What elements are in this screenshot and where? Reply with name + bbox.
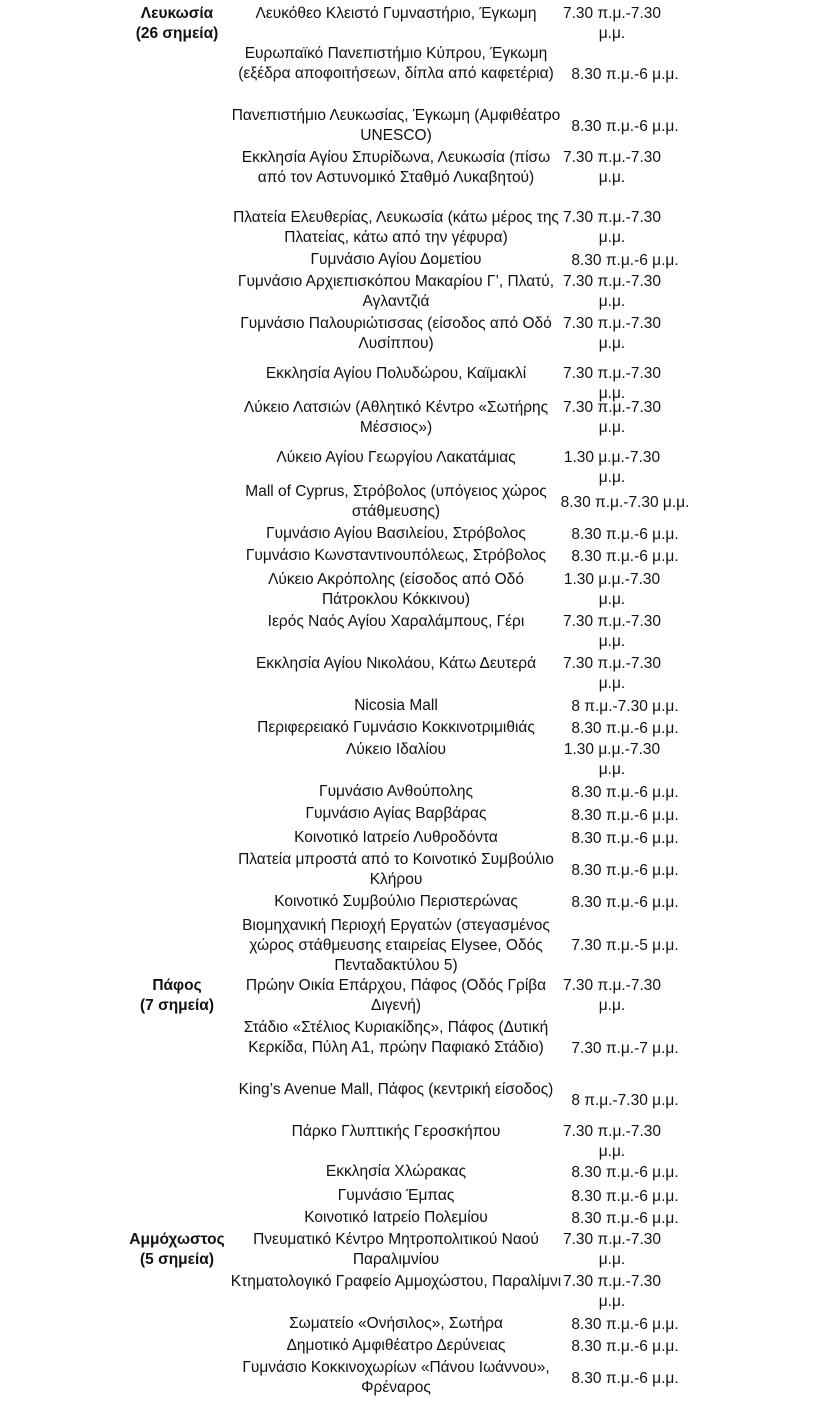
location-name: Κτηματολογικό Γραφείο Αμμοχώστου, Παραλίμνι xyxy=(230,1273,562,1290)
table-row xyxy=(0,1272,824,1314)
district-name: Λευκωσία xyxy=(140,5,214,22)
opening-hours: 8.30 π.μ.-6 μ.μ. xyxy=(571,862,679,879)
location-name: Λύκειο Ιδαλίου xyxy=(345,741,447,758)
location-name: Πανεπιστήμιο Λευκωσίας, Έγκωμη (Αμφιθέατρο UNESCO) xyxy=(231,107,561,144)
location-name: Πάρκο Γλυπτικής Γεροσκήπου xyxy=(291,1123,501,1140)
location-name: Σωματείο «Ονήσιλος», Σωτήρα xyxy=(289,1315,503,1332)
opening-hours: 8.30 π.μ.-6 μ.μ. xyxy=(571,526,679,543)
opening-hours: 7.30 π.μ.-7.30 μ.μ. xyxy=(562,365,662,402)
table-row xyxy=(0,1122,824,1164)
table-row xyxy=(0,892,824,914)
opening-hours: 8.30 π.μ.-6 μ.μ. xyxy=(571,1338,679,1355)
table-row xyxy=(0,1162,824,1184)
table-row xyxy=(0,850,824,892)
table-row xyxy=(0,696,824,718)
opening-hours: 8.30 π.μ.-6 μ.μ. xyxy=(571,1188,679,1205)
opening-hours: 7.30 π.μ.-7.30 μ.μ. xyxy=(562,149,662,186)
opening-hours: 8.30 π.μ.-6 μ.μ. xyxy=(571,252,679,269)
location-name: Εκκλησία Αγίου Πολυδώρου, Καϊμακλί xyxy=(265,365,527,382)
location-name: Πλατεία μπροστά από το Κοινοτικό Συμβούλιο Κλήρου xyxy=(238,851,554,888)
opening-hours: 8.30 π.μ.-6 μ.μ. xyxy=(571,118,679,135)
table-row xyxy=(0,44,824,106)
table-row xyxy=(0,916,824,976)
opening-hours: 8.30 π.μ.-6 μ.μ. xyxy=(571,1370,679,1387)
opening-hours: 8.30 π.μ.-6 μ.μ. xyxy=(571,548,679,565)
location-name: Γυμνάσιο Έμπας xyxy=(337,1187,455,1204)
table-row xyxy=(0,524,824,546)
location-name: Κοινοτικό Ιατρείο Πολεμίου xyxy=(304,1209,488,1226)
opening-hours: 7.30 π.μ.-7.30 μ.μ. xyxy=(562,613,662,650)
opening-hours: 8.30 π.μ.-7.30 μ.μ. xyxy=(560,494,690,511)
opening-hours: 7.30 π.μ.-7.30 μ.μ. xyxy=(562,399,662,436)
opening-hours: 1.30 μ.μ.-7.30 μ.μ. xyxy=(563,741,661,778)
table-row xyxy=(0,148,824,208)
opening-hours: 1.30 μ.μ.-7.30 μ.μ. xyxy=(563,571,661,608)
table-row xyxy=(0,804,824,828)
table-row xyxy=(0,106,824,148)
opening-hours: 7.30 π.μ.-7.30 μ.μ. xyxy=(562,1123,662,1160)
district-count: (7 σημεία) xyxy=(140,997,214,1014)
location-name: Λύκειο Λατσιών (Αθλητικό Κέντρο «Σωτήρης Μέσσιος») xyxy=(243,399,549,436)
opening-hours: 8.30 π.μ.-6 μ.μ. xyxy=(571,1316,679,1333)
opening-hours: 7.30 π.μ.-7.30 μ.μ. xyxy=(562,273,662,310)
district-name: Πάφος xyxy=(152,977,202,994)
table-row xyxy=(0,654,824,696)
opening-hours: 8.30 π.μ.-6 μ.μ. xyxy=(571,1164,679,1181)
location-name: Mall of Cyprus, Στρόβολος (υπόγειος χώρος στάθμευσης) xyxy=(245,483,547,520)
district-count: (26 σημεία) xyxy=(135,25,219,42)
location-name: Γυμνάσιο Αγίου Δομετίου xyxy=(310,251,482,268)
opening-hours: 7.30 π.μ.-7.30 μ.μ. xyxy=(562,977,662,1014)
opening-hours: 7.30 π.μ.-5 μ.μ. xyxy=(571,937,679,954)
table-row xyxy=(0,1018,824,1080)
location-name: Δημοτικό Αμφιθέατρο Δερύνειας xyxy=(286,1337,506,1354)
location-name: Κοινοτικό Συμβούλιο Περιστερώνας xyxy=(274,893,518,910)
opening-hours: 7.30 π.μ.-7.30 μ.μ. xyxy=(562,5,662,42)
opening-hours: 8.30 π.μ.-6 μ.μ. xyxy=(571,66,679,83)
location-name: Γυμνάσιο Κωνσταντινουπόλεως, Στρόβολος xyxy=(245,547,547,564)
opening-hours: 8 π.μ.-7.30 μ.μ. xyxy=(571,1092,679,1109)
table-row xyxy=(0,782,824,804)
location-name: Λύκειο Ακρόπολης (είσοδος από Οδό Πάτροκλου Κόκκινου) xyxy=(268,571,524,608)
opening-hours: 8.30 π.μ.-6 μ.μ. xyxy=(571,1210,679,1227)
location-name: Ευρωπαϊκό Πανεπιστήμιο Κύπρου, Έγκωμη (εξέδρα αποφοιτήσεων, δίπλα από καφετέρια) xyxy=(238,45,554,82)
opening-hours: 8 π.μ.-7.30 μ.μ. xyxy=(571,698,679,715)
table-row xyxy=(0,546,824,568)
location-name: Γυμνάσιο Αγίας Βαρβάρας xyxy=(305,805,487,822)
table-row xyxy=(0,272,824,314)
district-label xyxy=(112,1230,242,1270)
district-label xyxy=(112,976,242,1016)
location-name: Λύκειο Αγίου Γεωργίου Λακατάμιας xyxy=(276,449,516,466)
location-name: Εκκλησία Αγίου Σπυρίδωνα, Λευκωσία (πίσω από τον Αστυνομικό Σταθμό Λυκαβητού) xyxy=(241,149,551,186)
district-label xyxy=(112,4,242,44)
location-name: Πρώην Οικία Επάρχου, Πάφος (Οδός Γρίβα Διγενή) xyxy=(245,977,547,1014)
location-name: Πλατεία Ελευθερίας, Λευκωσία (κάτω μέρος της Πλατείας, κάτω από την γέφυρα) xyxy=(233,209,559,246)
location-name: Λευκόθεο Κλειστό Γυμναστήριο, Έγκωμη xyxy=(255,5,537,22)
location-name: Κοινοτικό Ιατρείο Λυθροδόντα xyxy=(294,829,498,846)
location-name: King’s Avenue Mall, Πάφος (κεντρική είσοδος) xyxy=(238,1081,554,1098)
table-row xyxy=(0,570,824,612)
table-row xyxy=(0,1314,824,1336)
opening-hours: 8.30 π.μ.-6 μ.μ. xyxy=(571,830,679,847)
location-name: Nicosia Mall xyxy=(354,697,438,714)
opening-hours: 8.30 π.μ.-6 μ.μ. xyxy=(571,720,679,737)
location-name: Ιερός Ναός Αγίου Χαραλάμπους, Γέρι xyxy=(267,613,525,630)
location-name: Γυμνάσιο Παλουριώτισσας (είσοδος από Οδό Λυσίππου) xyxy=(240,315,552,352)
table-row xyxy=(0,250,824,272)
opening-hours: 7.30 π.μ.-7.30 μ.μ. xyxy=(562,1273,662,1310)
opening-hours: 8.30 π.μ.-6 μ.μ. xyxy=(571,784,679,801)
opening-hours: 1.30 μ.μ.-7.30 μ.μ. xyxy=(563,449,661,486)
table-row xyxy=(0,1336,824,1358)
location-name: Γυμνάσιο Κοκκινοχωρίων «Πάνου Ιωάννου», Φρέναρος xyxy=(242,1359,550,1396)
table-row xyxy=(0,718,824,740)
table-row xyxy=(0,612,824,654)
district-count: (5 σημεία) xyxy=(140,1251,214,1268)
table-row xyxy=(0,1358,824,1400)
table-row xyxy=(0,1208,824,1230)
opening-hours: 7.30 π.μ.-7.30 μ.μ. xyxy=(562,655,662,692)
location-name: Γυμνάσιο Αγίου Βασιλείου, Στρόβολος xyxy=(266,525,526,542)
table-row xyxy=(0,314,824,356)
location-name: Βιομηχανική Περιοχή Εργατών (στεγασμένος χώρος στάθμευσης εταιρείας Elysee, Οδός Πενταδακτύλου 5) xyxy=(242,917,550,974)
location-name: Εκκλησία Αγίου Νικολάου, Κάτω Δευτερά xyxy=(255,655,537,672)
location-name: Περιφερειακό Γυμνάσιο Κοκκινοτριμιθιάς xyxy=(257,719,535,736)
opening-hours: 7.30 π.μ.-7.30 μ.μ. xyxy=(562,209,662,246)
table-row xyxy=(0,1186,824,1208)
opening-hours: 7.30 π.μ.-7.30 μ.μ. xyxy=(562,1231,662,1268)
table-row xyxy=(0,398,824,440)
location-name: Πνευματικό Κέντρο Μητροπολιτικού Ναού Παραλιμνίου xyxy=(253,1231,539,1268)
table-row xyxy=(0,740,824,782)
location-name: Εκκλησία Χλώρακας xyxy=(325,1163,467,1180)
location-name: Γυμνάσιο Αρχιεπισκόπου Μακαρίου Γ’, Πλατύ, Αγλαντζιά xyxy=(237,273,555,310)
opening-hours: 8.30 π.μ.-6 μ.μ. xyxy=(571,807,679,824)
table-row xyxy=(0,208,824,250)
table-row xyxy=(0,482,824,524)
opening-hours: 7.30 π.μ.-7.30 μ.μ. xyxy=(562,315,662,352)
table-row xyxy=(0,828,824,850)
location-name: Γυμνάσιο Ανθούπολης xyxy=(319,783,473,800)
opening-hours: 8.30 π.μ.-6 μ.μ. xyxy=(571,894,679,911)
location-name: Στάδιο «Στέλιος Κυριακίδης», Πάφος (Δυτική Κερκίδα, Πύλη Α1, πρώην Παφιακό Στάδιο) xyxy=(243,1019,549,1056)
opening-hours: 7.30 π.μ.-7 μ.μ. xyxy=(571,1040,679,1057)
table-row xyxy=(0,1080,824,1122)
district-name: Αμμόχωστος xyxy=(129,1231,225,1248)
